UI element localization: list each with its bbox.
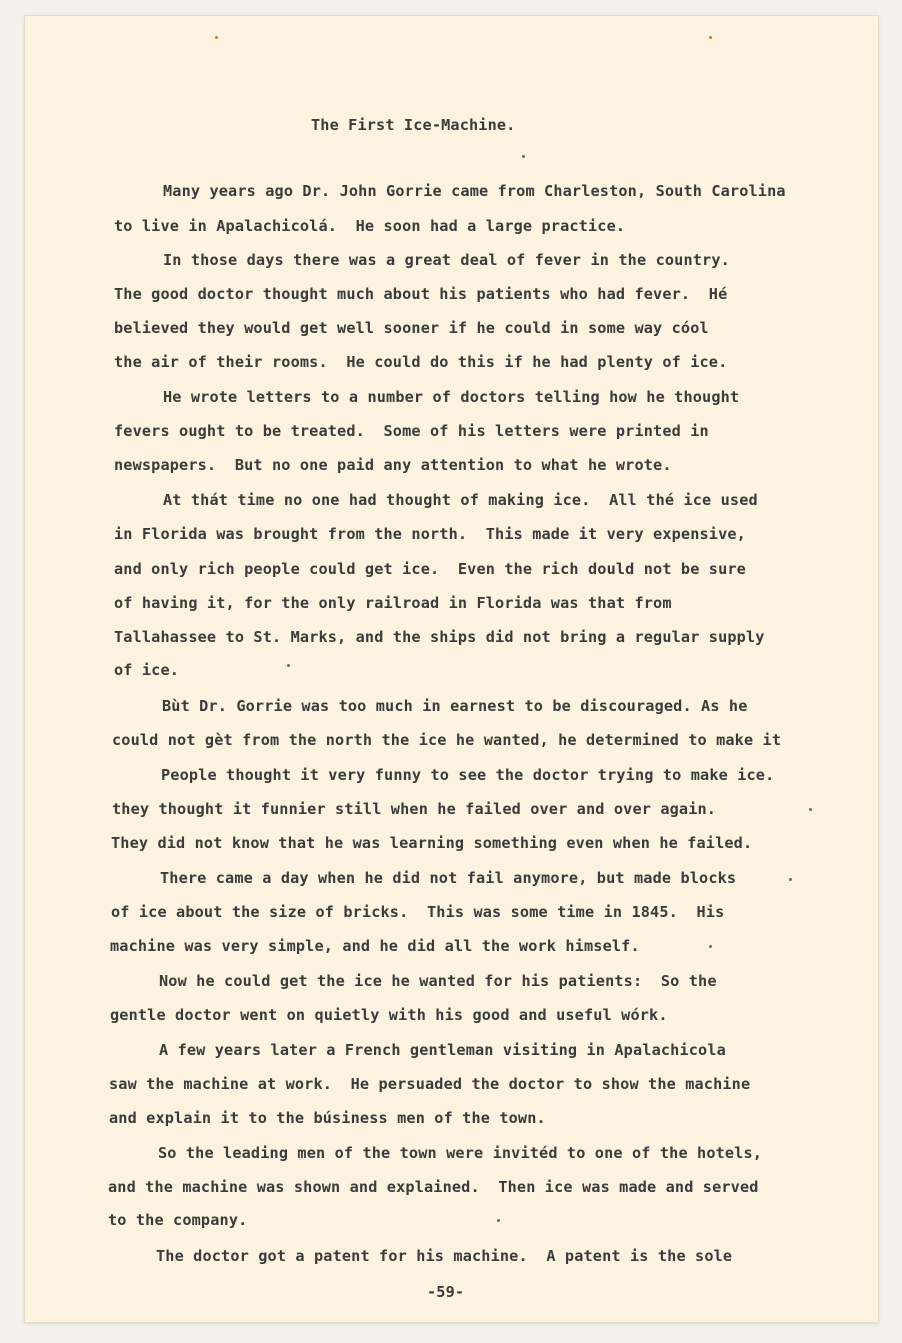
text-line: they thought it funnier still when he failed over and over again.	[112, 800, 717, 818]
document-title: The First Ice-Machine.	[311, 116, 516, 134]
paper-speck	[287, 664, 290, 667]
text-line: and the machine was shown and explained. Then ice was made and served	[108, 1178, 759, 1196]
text-line: At thát time no one had thought of making ice. All thé ice used	[163, 491, 758, 509]
text-line: believed they would get well sooner if he could in some way cóol	[114, 319, 709, 337]
text-line: gentle doctor went on quietly with his good and useful wórk.	[110, 1006, 668, 1024]
text-line: of having it, for the only railroad in Florida was that from	[114, 594, 672, 612]
paper-speck	[709, 945, 712, 948]
text-line: to live in Apalachicolá. He soon had a large practice.	[114, 217, 626, 235]
text-line: of ice.	[114, 661, 180, 679]
paper-speck	[809, 808, 812, 811]
text-line: could not gèt from the north the ice he wanted, he determined to make it	[112, 731, 782, 749]
text-line: In those days there was a great deal of fever in the country.	[163, 251, 730, 269]
paper-speck	[522, 155, 525, 158]
text-line: Now he could get the ice he wanted for his patients: So the	[159, 972, 717, 990]
text-line: and explain it to the búsiness men of the town.	[109, 1109, 546, 1127]
text-line: The good doctor thought much about his patients who had fever. Hé	[114, 285, 728, 303]
text-line: and only rich people could get ice. Even the rich dould not be sure	[114, 560, 746, 578]
text-line: to the company.	[108, 1211, 248, 1229]
text-line: Many years ago Dr. John Gorrie came from Charleston, South Carolina	[163, 182, 786, 200]
text-line: saw the machine at work. He persuaded the doctor to show the machine	[109, 1075, 751, 1093]
paper-speck	[789, 878, 792, 881]
text-line: A few years later a French gentleman visiting in Apalachicola	[159, 1041, 726, 1059]
text-line: machine was very simple, and he did all the work himself.	[110, 937, 640, 955]
text-line: Tallahassee to St. Marks, and the ships did not bring a regular supply	[114, 628, 765, 646]
text-line: So the leading men of the town were invitéd to one of the hotels,	[158, 1144, 763, 1162]
text-line: He wrote letters to a number of doctors telling how he thought	[163, 388, 740, 406]
text-line: Bùt Dr. Gorrie was too much in earnest to be discouraged. As he	[162, 697, 748, 715]
page-number: -59-	[427, 1283, 465, 1301]
text-line: They did not know that he was learning something even when he failed.	[111, 834, 753, 852]
text-line: the air of their rooms. He could do this if he had plenty of ice.	[114, 353, 728, 371]
text-line: The doctor got a patent for his machine. A patent is the sole	[156, 1247, 733, 1265]
document-page	[25, 16, 878, 1322]
paper-speck	[215, 36, 218, 39]
text-line: fevers ought to be treated. Some of his letters were printed in	[114, 422, 709, 440]
paper-speck	[497, 1219, 500, 1222]
paper-speck	[709, 36, 712, 39]
text-line: There came a day when he did not fail anymore, but made blocks	[160, 869, 737, 887]
text-line: People thought it very funny to see the doctor trying to make ice.	[161, 766, 775, 784]
text-line: in Florida was brought from the north. This made it very expensive,	[114, 525, 746, 543]
text-line: newspapers. But no one paid any attention to what he wrote.	[114, 456, 672, 474]
text-line: of ice about the size of bricks. This was some time in 1845. His	[111, 903, 725, 921]
